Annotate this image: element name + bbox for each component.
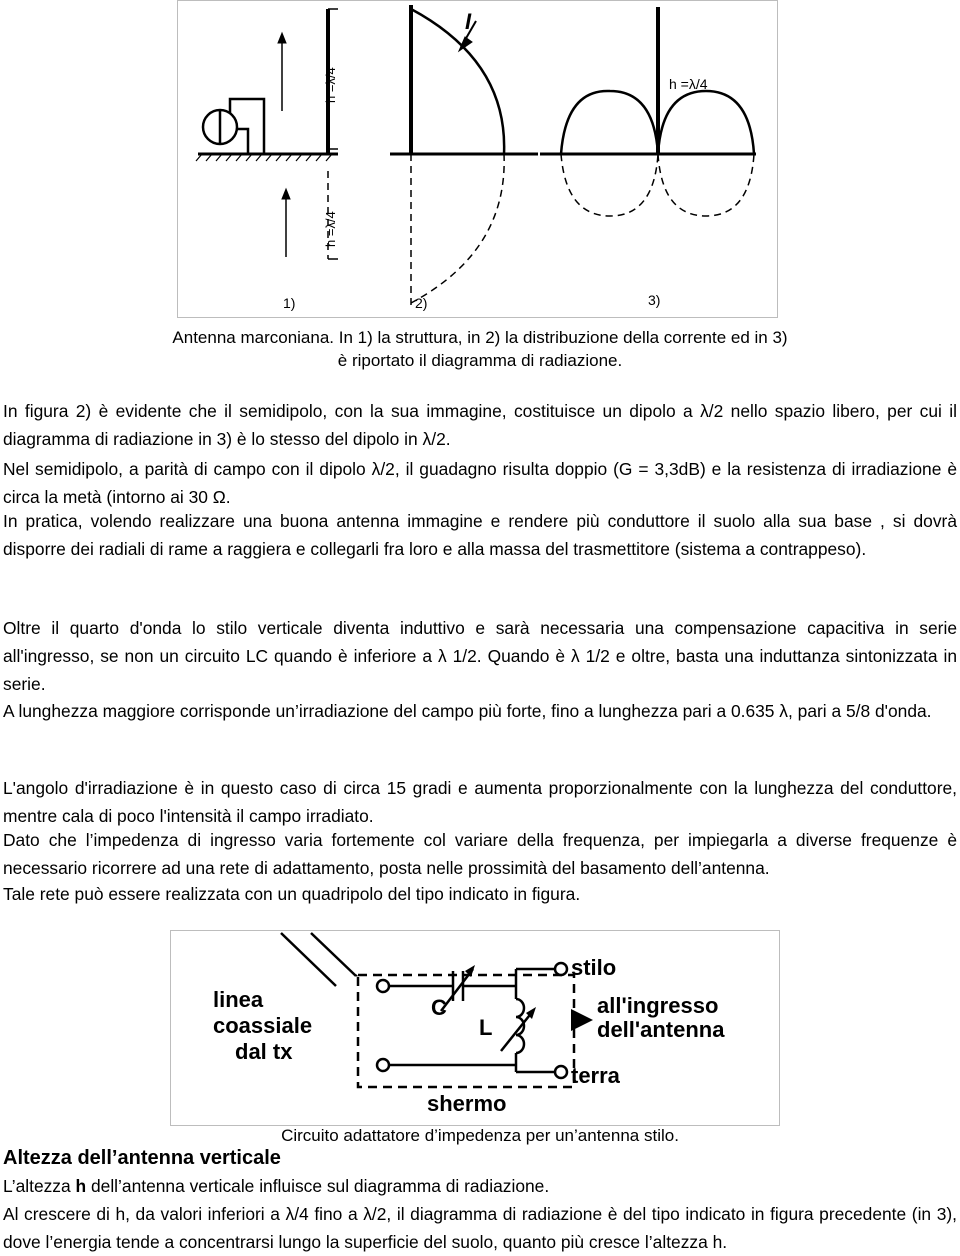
figure1-caption-line1: Antenna marconiana. In 1) la struttura, in 2) la distribuzione della corrente ed in 3): [172, 328, 788, 347]
shield-box: [358, 975, 574, 1087]
section-paragraph: Al crescere di h, da valori inferiori a λ/4 fino a λ/2, il diagramma di radiazione è del tipo indicato in figura precedente (in 3), dove l’energia tende a concentrarsi lungo la superficie del suolo, quanto più cresce l’altezza h.: [3, 1204, 957, 1252]
label-coassiale: coassiale: [213, 1013, 313, 1038]
paragraph-6: L'angolo d'irradiazione è in questo caso di circa 15 gradi e aumenta proporzionalmente con la lunghezza del conduttore, mentre cala di poco l'intensità il campo irradiato.: [3, 778, 957, 826]
label-ingresso-1: all'ingresso: [597, 993, 719, 1018]
current-distribution: [390, 5, 538, 306]
paragraph-1: In figura 2) è evidente che il semidipolo, con la sua immagine, costituisce un dipolo a λ/2 nello spazio libero, per cui il diagramma di radiazione in 3) è lo stesso del dipolo in λ/2.: [3, 401, 957, 449]
figure1-caption: [0, 326, 960, 372]
section-intro-suffix: dell’antenna verticale influisce sul diagramma di radiazione.: [86, 1176, 550, 1196]
label-linea: linea: [213, 987, 264, 1012]
label-ingresso-2: dell'antenna: [597, 1017, 725, 1042]
matching-circuit-diagram: [171, 931, 781, 1127]
panel-number-3: 3): [648, 292, 661, 308]
label-shermo: shermo: [427, 1091, 507, 1116]
label-stilo: stilo: [571, 955, 617, 980]
h-label-right: h =λ/4: [669, 76, 708, 92]
section-heading: Altezza dell’antenna verticale: [3, 1147, 281, 1169]
h-label-bottom: h =λ/4: [323, 211, 338, 247]
section-intro-prefix: L’altezza: [3, 1176, 76, 1196]
section-intro: [3, 1172, 957, 1200]
label-inductor: L: [479, 1015, 493, 1040]
output-arrow-icon: [571, 1009, 593, 1031]
ground-line-panel1: [196, 154, 338, 161]
panel-number-1: 1): [283, 295, 296, 311]
label-capacitor: C: [431, 995, 447, 1020]
coax-cable: [281, 933, 357, 986]
radiation-diagram: [540, 7, 756, 216]
figure1-caption-line2: è riportato il diagramma di radiazione.: [337, 351, 623, 370]
matching-circuit-figure: [170, 930, 780, 1126]
h-label-top: h =λ/4: [323, 67, 338, 103]
label-terra: terra: [571, 1063, 620, 1088]
section-intro-h: h: [75, 1176, 87, 1196]
antenna-figure: [177, 0, 778, 318]
figure2-caption: Circuito adattatore d’impedenza per un’antenna stilo.: [281, 1126, 679, 1145]
paragraph-5: A lunghezza maggiore corrisponde un’irradiazione del campo più forte, fino a lunghezza pari a 0.635 λ, pari a 5/8 d'onda.: [3, 701, 932, 721]
current-label: I: [465, 9, 472, 34]
paragraph-3: In pratica, volendo realizzare una buona antenna immagine e rendere più conduttore il suolo alla sua base , si dovrà disporre dei radiali di rame a raggiera e collegarli fra loro e alla massa del trasmettitore (sistema a contrappeso).: [3, 511, 957, 559]
paragraph-7: Dato che l’impedenza di ingresso varia fortemente col variare della frequenza, per impiegarla a diverse frequenze è necessario ricorrere ad una rete di adattamento, posta nelle prossimità del basamento dell’antenna.: [3, 830, 957, 878]
paragraph-8: Tale rete può essere realizzata con un quadripolo del tipo indicato in figura.: [3, 884, 581, 904]
label-dal-tx: dal tx: [235, 1039, 293, 1064]
paragraph-2: Nel semidipolo, a parità di campo con il dipolo λ/2, il guadagno risulta doppio (G = 3,3dB) e la resistenza di irradiazione è circa la metà (intorno ai 30 Ω.: [3, 459, 957, 507]
paragraph-4: Oltre il quarto d'onda lo stilo verticale diventa induttivo e sarà necessaria una compensazione capacitiva in serie all'ingresso, se non un circuito LC quando è inferiore a λ 1/2. Quando è λ 1/2 e oltre, basta una induttanza sintonizzata in serie.: [3, 618, 957, 694]
terminals: [377, 963, 567, 1078]
panel-number-2: 2): [415, 295, 428, 311]
generator-icon: [203, 99, 264, 154]
circuit-wires: [389, 969, 555, 1072]
marconi-antenna-diagram: [178, 1, 779, 319]
